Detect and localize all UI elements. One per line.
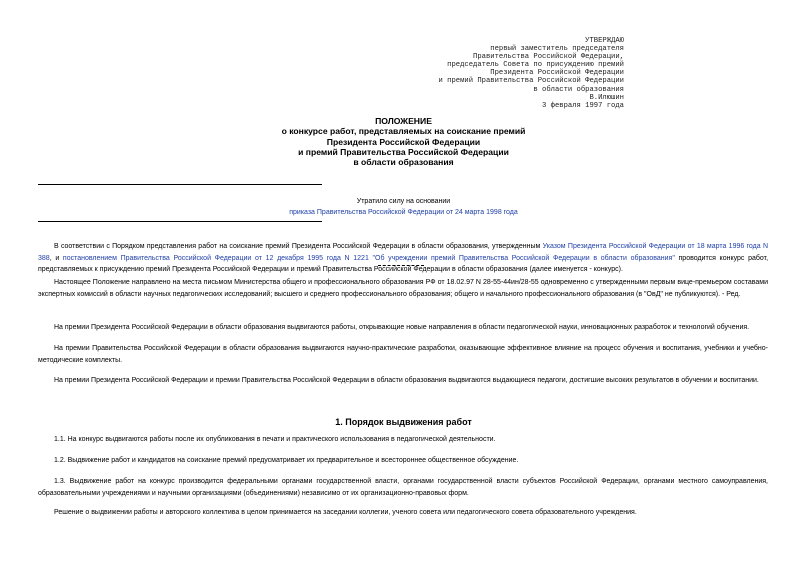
intro-text-b: , и	[49, 254, 63, 262]
paragraph-teachers-prizes: На премии Президента Российской Федерации и премии Правительства Российской Федерации в области образования выдвигаются выдающиеся педагоги, достигшие высоких результатов в обучении и воспитании.	[54, 377, 759, 384]
paragraph-decision: Решение о выдвижении работы и авторского коллектива в целом принимается на заседании коллегии, ученого совета или педагогического совета образовательного учреждения.	[54, 509, 637, 516]
status-notice	[0, 196, 807, 218]
item-1-2: 1.2. Выдвижение работ и кандидатов на соискание премий предусматривает их предварительное и всестороннее общественное обсуждение.	[54, 457, 519, 464]
approval-line: в области образования	[533, 85, 624, 94]
item-1-1: 1.1. На конкурс выдвигаются работы после их опубликования в печати и практического использования в педагогической деятельности.	[54, 436, 496, 443]
status-text: Утратило силу на основании	[356, 198, 451, 205]
approval-line: 3 февраля 1997 года	[542, 101, 624, 110]
divider-top	[38, 184, 322, 185]
title-line: о конкурсе работ, представляемых на соискание премий	[281, 126, 526, 137]
intro-text-a: В соответствии с Порядком представления работ на соискание премий Президента Российской Федерации в области образования, утвержденным	[54, 243, 543, 250]
item-1-3: 1.3. Выдвижение работ на конкурс производится федеральными органами государственной власти, органами государственной власти субъектов Российской Федерации, органами местного самоуправления, образовательными учреждениями и научными организациями (объединениями) независимо от их организационно-правовых форм.	[38, 478, 768, 497]
title-line: ПОЛОЖЕНИЕ	[375, 116, 432, 126]
section-heading: 1. Порядок выдвижения работ	[335, 417, 472, 427]
approval-line: и премий Правительства Российской Федерации	[438, 77, 624, 86]
approval-line: УТВЕРЖДАЮ	[585, 37, 624, 45]
title-line: Президента Российской Федерации	[326, 136, 481, 147]
paragraph-editor-note: Настоящее Положение направлено на места письмом Министерства общего и профессионального образования РФ от 18.02.97 N 28-55-44ин/28-55 одновременно с утвержденными первым вице-премьером составами экспертных комиссий в области научных педагогических исследований; высшего и среднего профессионального образования; общего и начального профессионального образования (в "ОвД" не публикуются). - Ред.	[38, 279, 768, 298]
approval-line: председатель Совета по присуждению премий	[447, 61, 624, 70]
approval-line: первый заместитель председателя	[490, 45, 624, 54]
resolution-link[interactable]: постановлением Правительства Российской Федерации от 12 декабря 1995 года N 1221 "Об учреждении премий Правительства Российской Федерации в области образования"	[62, 254, 675, 262]
paragraph-intro	[38, 241, 768, 276]
document-title	[0, 116, 807, 167]
dashed-separator	[378, 265, 424, 266]
approval-block	[439, 37, 624, 110]
title-line: и премий Правительства Российской Федерации	[298, 146, 509, 157]
paragraph-president-prizes: На премии Президента Российской Федерации в области образования выдвигаются работы, открывающие новые направления в области педагогической науки, инновационных разработок и технологий обучения.	[54, 324, 750, 331]
approval-line: В.Илюшин	[589, 93, 624, 102]
decree-link[interactable]: Указом Президента Российской Федерации от 18 марта 1996 года N 388	[38, 243, 768, 262]
approval-line: Президента Российской Федерации	[490, 69, 624, 78]
intro-text-c: проводится конкурс работ, представляемых к присуждению премий Президента Российской Федерации и премий Правительства Российской Федерации в области образования (далее именуется - конкурс).	[38, 254, 769, 273]
status-link[interactable]: приказа Правительства Российской Федерации от 24 марта 1998 года	[289, 209, 518, 216]
title-line: в области образования	[353, 157, 454, 168]
approval-line: Правительства Российской Федерации,	[473, 53, 624, 62]
divider-bottom	[38, 221, 322, 222]
paragraph-government-prizes: На премии Правительства Российской Федерации в области образования выдвигаются научно-практические разработки, оказывающие эффективное влияние на процесс обучения и воспитания, учебники и учебно-методические комплекты.	[38, 345, 768, 364]
